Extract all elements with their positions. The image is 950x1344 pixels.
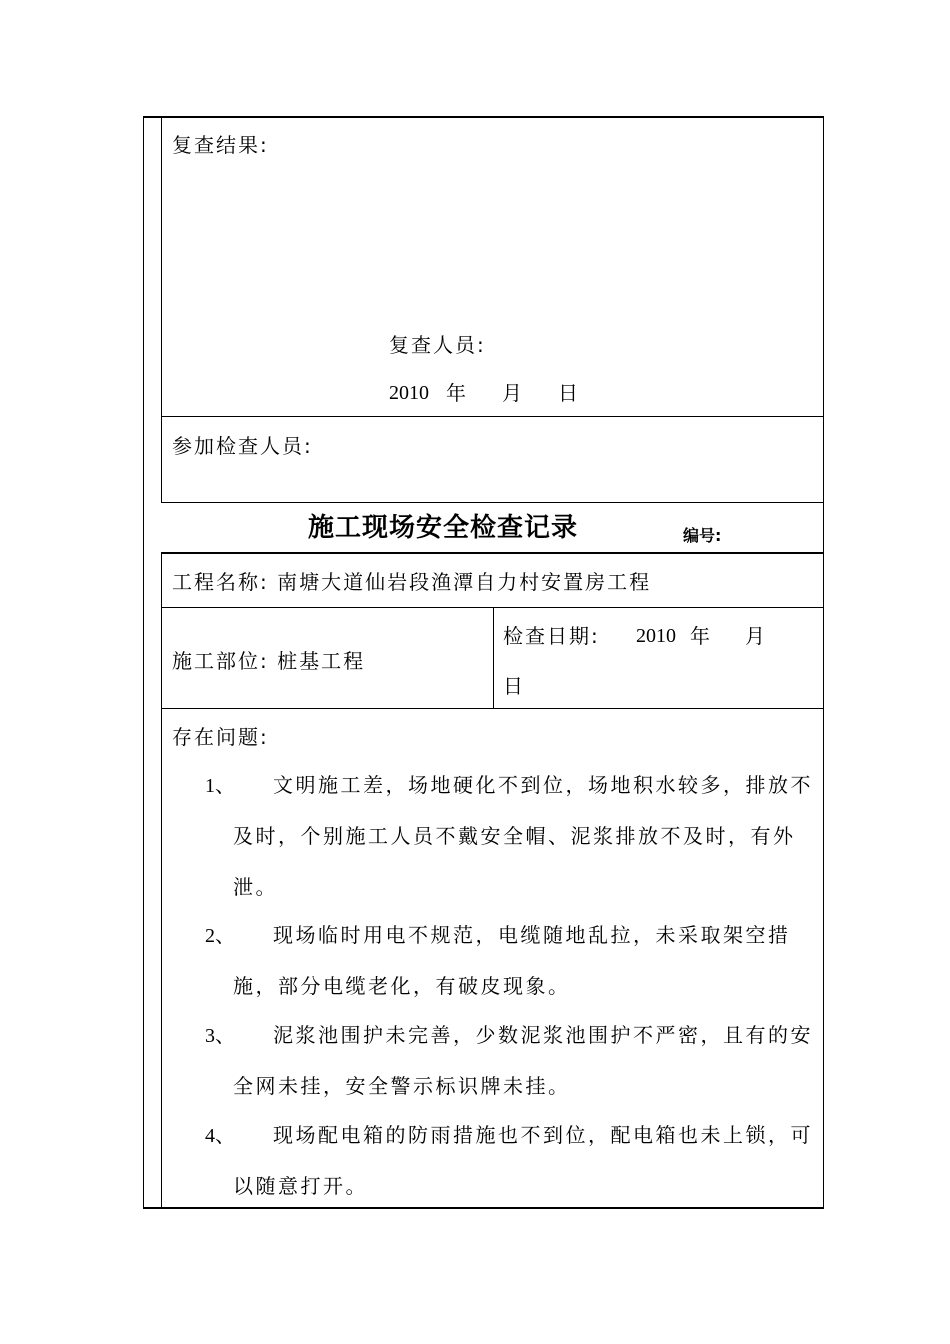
project-name: 工程名称: 南塘大道仙岩段渔潭自力村安置房工程 [172,570,652,594]
part-row-bottom-border [161,708,824,709]
review-date-day-char: 日 [558,381,580,405]
inspection-date-day-char: 日 [503,674,525,698]
problem-text: 现场临时用电不规范，电缆随地乱拉，未采取架空措施，部分电缆老化，有破皮现象。 [233,923,791,998]
review-date-year: 2010 [389,382,429,404]
table-right-border [823,116,824,1209]
record-top-border [161,552,824,554]
inspection-date-year-char: 年 [690,624,712,648]
problem-number: 3、 [205,1025,235,1047]
inspection-date-year: 2010 [636,625,676,647]
problem-text: 泥浆池围护未完善，少数泥浆池围护不严密，且有的安全网未挂，安全警示标识牌未挂。 [233,1023,813,1098]
problems-label: 存在问题: [172,725,269,749]
review-bottom-border [161,416,824,417]
inspection-date-label: 检查日期: [503,624,600,648]
table-top-border [143,116,824,118]
participants-label: 参加检查人员: [172,434,313,458]
review-result-label: 复查结果: [172,133,269,157]
review-date-month-char: 月 [502,381,524,405]
construction-part: 施工部位: 桩基工程 [172,649,366,673]
table-outer-left-border [143,116,144,1209]
table-left-border [161,116,162,503]
problem-number: 4、 [205,1125,235,1147]
reviewer-label: 复查人员: [389,333,486,357]
problem-number: 1、 [205,775,235,797]
part-row-divider [493,607,494,709]
inspection-date-month-char: 月 [745,624,767,648]
participants-bottom-border [161,502,824,503]
problem-text: 现场配电箱的防雨措施也不到位，配电箱也未上锁，可以随意打开。 [233,1123,813,1198]
page-title: 施工现场安全检查记录 [308,513,579,543]
review-date-year-char: 年 [446,381,468,405]
problem-text: 文明施工差，场地硬化不到位，场地积水较多，排放不及时，个别施工人员不戴安全帽、泥浆排放不及时，有外泄。 [233,773,813,899]
problem-number: 2、 [205,925,235,947]
record-left-border [161,552,162,1209]
record-number-label: 编号: [683,526,722,545]
